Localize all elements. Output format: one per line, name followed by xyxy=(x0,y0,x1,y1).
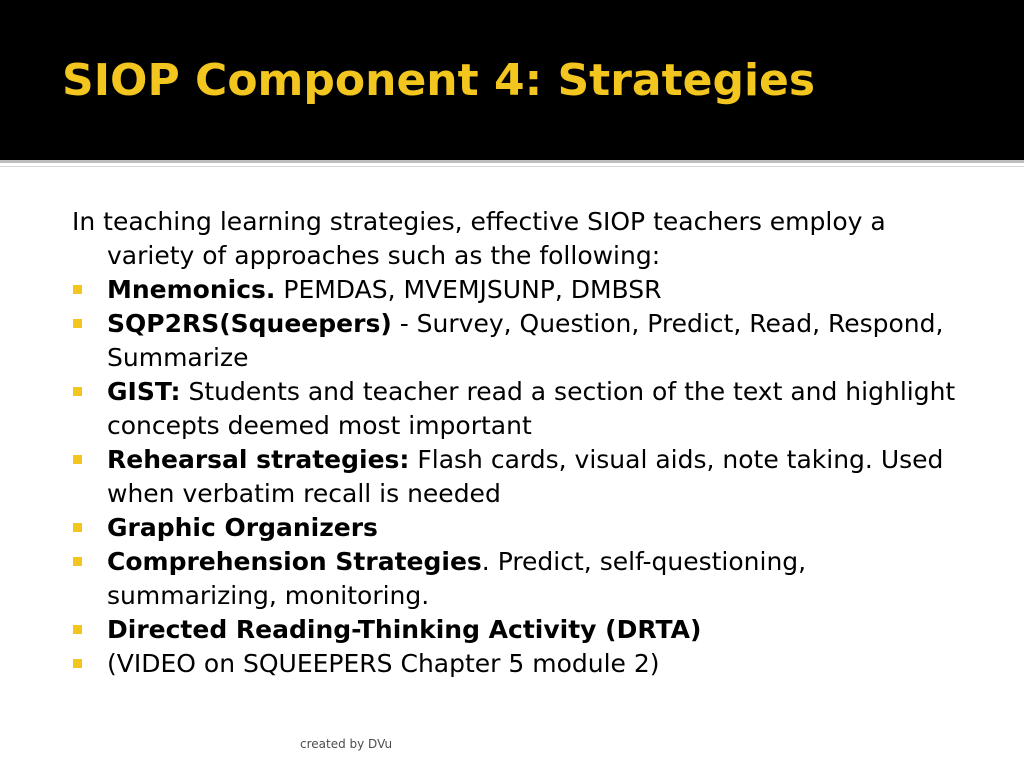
bullet-term: Rehearsal strategies: xyxy=(107,445,410,474)
bullet-item-video-note xyxy=(72,647,972,681)
bullet-item-drta xyxy=(72,613,972,647)
bullet-term: GIST: xyxy=(107,377,181,406)
square-bullet-icon xyxy=(73,557,82,566)
bullet-text: Students and teacher read a section of the text and highlight concepts deemed most important xyxy=(107,377,956,440)
title-divider xyxy=(0,160,1024,163)
bullet-term: Directed Reading-Thinking Activity (DRTA) xyxy=(107,615,702,644)
bullet-term: Graphic Organizers xyxy=(107,513,378,542)
title-divider-thin xyxy=(0,166,1024,167)
bullet-term: Comprehension Strategies xyxy=(107,547,482,576)
bullet-item-mnemonics xyxy=(72,273,972,307)
bullet-text: PEMDAS, MVEMJSUNP, DMBSR xyxy=(275,275,662,304)
bullet-item-squeepers xyxy=(72,307,972,375)
bullet-term: SQP2RS(Squeepers) xyxy=(107,309,392,338)
square-bullet-icon xyxy=(73,455,82,464)
bullet-text: . Predict, self-questioning, summarizing, monitoring. xyxy=(107,547,807,610)
bullet-item-gist xyxy=(72,375,972,443)
square-bullet-icon xyxy=(73,523,82,532)
bullet-list xyxy=(72,273,972,681)
intro-text: In teaching learning strategies, effective SIOP teachers employ a variety of approaches such as the following: xyxy=(72,207,886,270)
bullet-term: Mnemonics. xyxy=(107,275,276,304)
footer-credit: created by DVu xyxy=(300,737,393,751)
square-bullet-icon xyxy=(73,387,82,396)
bullet-item-comprehension-strategies xyxy=(72,545,972,613)
square-bullet-icon xyxy=(73,625,82,634)
square-bullet-icon xyxy=(73,285,82,294)
bullet-text: - Survey, Question, Predict, Read, Respond, Summarize xyxy=(107,309,944,372)
title-bar xyxy=(0,0,1024,160)
square-bullet-icon xyxy=(73,659,82,668)
slide-title: SIOP Component 4: Strategies xyxy=(62,55,816,106)
bullet-text: Flash cards, visual aids, note taking. Used when verbatim recall is needed xyxy=(107,445,944,508)
square-bullet-icon xyxy=(73,319,82,328)
bullet-text: (VIDEO on SQUEEPERS Chapter 5 module 2) xyxy=(107,649,660,678)
bullet-item-graphic-organizers xyxy=(72,511,972,545)
slide-body xyxy=(72,205,972,681)
bullet-item-rehearsal-strategies xyxy=(72,443,972,511)
